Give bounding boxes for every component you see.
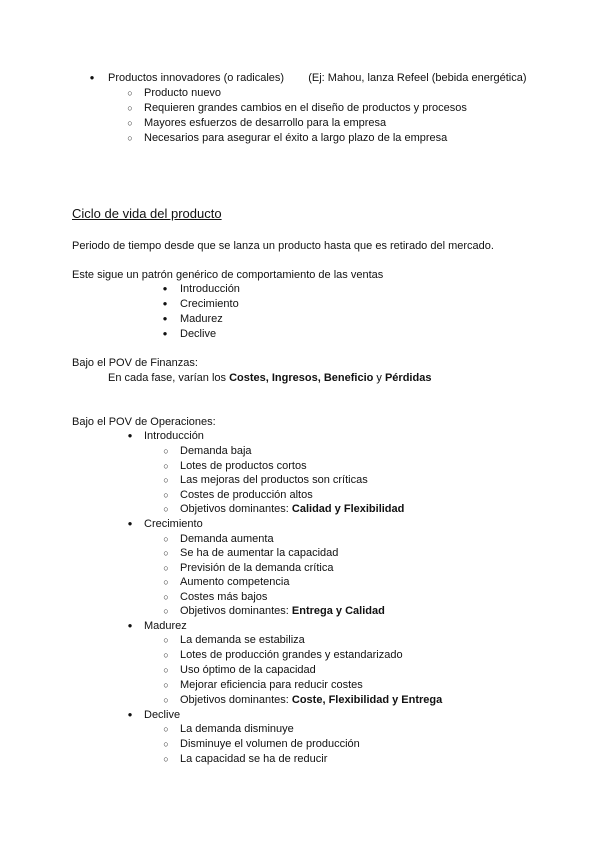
operations-point: La demanda se estabiliza [180, 634, 305, 646]
objective-value: Entrega y Calidad [291, 605, 385, 617]
operations-point: Costes de producción altos [180, 489, 313, 501]
bullet-disc-icon: ● [127, 710, 133, 719]
finance-statement [108, 371, 431, 385]
operations-objective [180, 693, 442, 707]
finance-connector: y [373, 372, 385, 384]
bullet-circle-icon: ○ [163, 606, 169, 616]
bullet-disc-icon: ● [127, 519, 133, 528]
bullet-disc-icon: ● [127, 431, 133, 440]
bullet-circle-icon: ○ [163, 635, 169, 645]
operations-objective [180, 604, 385, 618]
finance-term-1: Costes, Ingresos, Beneficio [229, 372, 374, 384]
innovation-subitem: Necesarios para asegurar el éxito a largo plazo de la empresa [144, 132, 448, 144]
operations-point: Demanda aumenta [180, 533, 274, 545]
operations-point: Demanda baja [180, 445, 252, 457]
bullet-disc-icon: ● [162, 299, 168, 308]
bullet-circle-icon: ○ [127, 133, 133, 143]
bullet-circle-icon: ○ [163, 754, 169, 764]
objective-prefix: Objetivos dominantes: [180, 694, 292, 706]
bullet-circle-icon: ○ [163, 739, 169, 749]
operations-point: Mejorar eficiencia para reducir costes [180, 679, 363, 691]
bullet-disc-icon: ● [162, 284, 168, 293]
innovation-subitem: Requieren grandes cambios en el diseño de productos y procesos [144, 102, 467, 114]
bullet-circle-icon: ○ [163, 446, 169, 456]
bullet-circle-icon: ○ [163, 490, 169, 500]
operations-point: Uso óptimo de la capacidad [180, 664, 316, 676]
lifecycle-definition: Periodo de tiempo desde que se lanza un producto hasta que es retirado del mercado. [72, 240, 494, 252]
operations-objective [180, 502, 404, 516]
innovation-item-example: (Ej: Mahou, lanza Refeel (bebida energética) [308, 72, 527, 84]
innovation-item-label: Productos innovadores (o radicales) [108, 72, 285, 84]
bullet-circle-icon: ○ [163, 461, 169, 471]
operations-point: Disminuye el volumen de producción [180, 738, 360, 750]
bullet-circle-icon: ○ [163, 534, 169, 544]
bullet-circle-icon: ○ [163, 650, 169, 660]
bullet-circle-icon: ○ [127, 118, 133, 128]
operations-point: La demanda disminuye [180, 723, 294, 735]
operations-point: Previsión de la demanda crítica [180, 562, 334, 574]
innovation-subitem: Producto nuevo [144, 87, 222, 99]
operations-point: Costes más bajos [180, 591, 268, 603]
objective-value: Coste, Flexibilidad y Entrega [291, 694, 443, 706]
bullet-circle-icon: ○ [163, 563, 169, 573]
operations-intro: Bajo el POV de Operaciones: [72, 416, 216, 428]
lifecycle-phase: Declive [180, 328, 217, 340]
innovation-subitem: Mayores esfuerzos de desarrollo para la empresa [144, 117, 387, 129]
operations-point: Aumento competencia [180, 576, 290, 588]
operations-point: La capacidad se ha de reducir [180, 753, 328, 765]
bullet-circle-icon: ○ [163, 724, 169, 734]
bullet-circle-icon: ○ [163, 665, 169, 675]
operations-phase: Declive [144, 709, 181, 721]
bullet-circle-icon: ○ [163, 548, 169, 558]
operations-phase: Crecimiento [144, 518, 203, 530]
finance-intro: Bajo el POV de Finanzas: [72, 357, 198, 369]
operations-point: Se ha de aumentar la capacidad [180, 547, 339, 559]
finance-term-2: Pérdidas [384, 372, 432, 384]
bullet-disc-icon: ● [162, 329, 168, 338]
section-heading: Ciclo de vida del producto [72, 206, 222, 221]
bullet-disc-icon: ● [127, 621, 133, 630]
operations-phase: Introducción [144, 430, 204, 442]
bullet-disc-icon: ● [162, 314, 168, 323]
operations-point: Lotes de producción grandes y estandarizado [180, 649, 403, 661]
operations-phase: Madurez [144, 620, 187, 632]
objective-prefix: Objetivos dominantes: [180, 605, 292, 617]
operations-point: Las mejoras del productos son críticas [180, 474, 368, 486]
lifecycle-phase: Madurez [180, 313, 223, 325]
bullet-circle-icon: ○ [163, 577, 169, 587]
bullet-circle-icon: ○ [127, 88, 133, 98]
bullet-circle-icon: ○ [163, 695, 169, 705]
operations-point: Lotes de productos cortos [180, 460, 307, 472]
lifecycle-phase: Crecimiento [180, 298, 239, 310]
finance-prefix: En cada fase, varían los [108, 372, 230, 384]
objective-value: Calidad y Flexibilidad [291, 503, 405, 515]
bullet-circle-icon: ○ [163, 504, 169, 514]
lifecycle-phase: Introducción [180, 283, 240, 295]
bullet-circle-icon: ○ [163, 475, 169, 485]
bullet-circle-icon: ○ [163, 592, 169, 602]
bullet-circle-icon: ○ [127, 103, 133, 113]
bullet-disc-icon: ● [89, 73, 95, 82]
lifecycle-pattern-intro: Este sigue un patrón genérico de comportamiento de las ventas [72, 269, 384, 281]
objective-prefix: Objetivos dominantes: [180, 503, 292, 515]
innovation-item [108, 71, 527, 85]
bullet-circle-icon: ○ [163, 680, 169, 690]
